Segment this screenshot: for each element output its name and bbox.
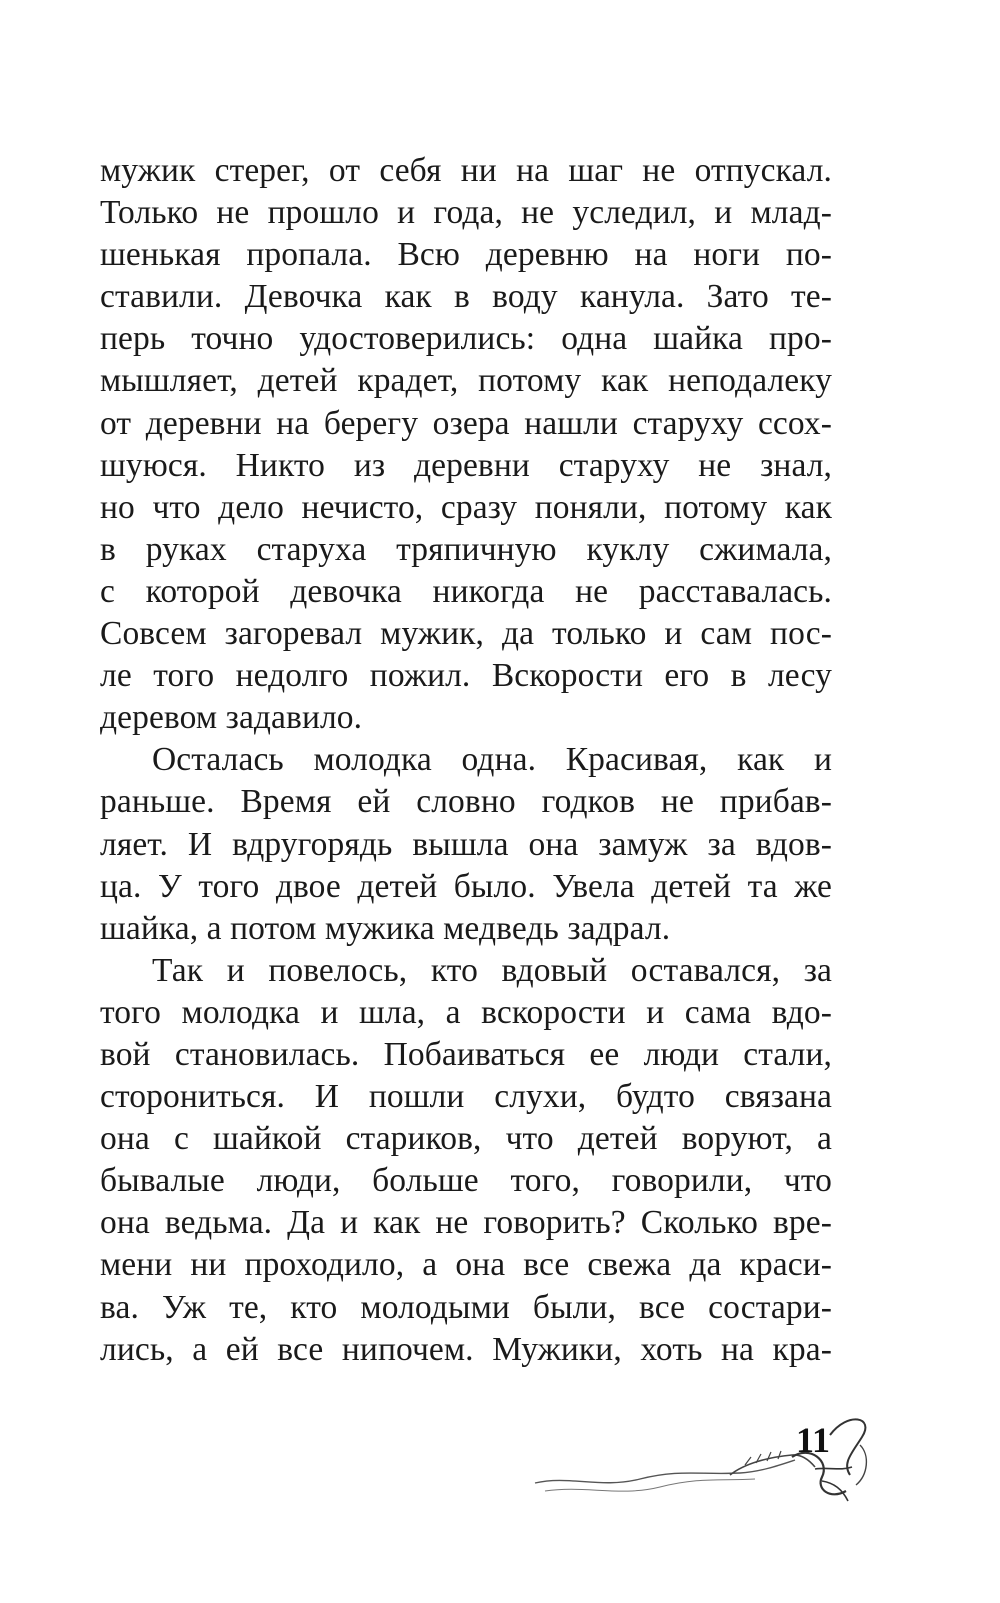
text-line: она ведьма. Да и как не говорить? Сколько вре-	[100, 1204, 832, 1242]
page-ornament-icon	[530, 1405, 890, 1515]
text-line: того молодка и шла, а вскорости и сама вдо-	[100, 993, 832, 1031]
text-line: ва. Уж те, кто молодыми были, все состари-	[100, 1288, 832, 1326]
paragraph-start-line: Так и повелось, кто вдовый оставался, за	[152, 951, 832, 989]
paragraph-start-line: Осталась молодка одна. Красивая, как и	[152, 741, 832, 779]
paragraph-end-line: шайка, а потом мужика медведь задрал.	[100, 909, 671, 947]
text-line: шенькая пропала. Всю деревню на ноги по-	[100, 236, 832, 274]
text-line: ляет. И вдругорядь вышла она замуж за вдов-	[100, 825, 832, 863]
text-line: лись, а ей все нипочем. Мужики, хоть на кра-	[100, 1330, 832, 1368]
text-line: она с шайкой стариков, что детей воруют, а	[100, 1120, 832, 1158]
text-line: мышляет, детей крадет, потому как неподалеку	[100, 362, 832, 400]
text-line: мужик стерег, от себя ни на шаг не отпускал.	[100, 152, 832, 189]
text-line: ставили. Девочка как в воду канула. Зато те-	[100, 278, 832, 316]
text-line: но что дело нечисто, сразу поняли, потому как	[100, 488, 832, 526]
text-line: Только не прошло и года, не уследил, и млад-	[100, 194, 832, 232]
text-line: вой становилась. Побаиваться ее люди стали,	[100, 1035, 832, 1073]
text-line: раньше. Время ей словно годков не прибав-	[100, 783, 832, 821]
text-line: от деревни на берегу озера нашли старуху ссох-	[100, 404, 832, 442]
paragraph-end-line: деревом задавило.	[100, 699, 363, 737]
text-line: Совсем загоревал мужик, да только и сам пос-	[100, 615, 832, 653]
text-line: с которой девочка никогда не расставалась.	[100, 572, 832, 610]
page-number: 11	[796, 1420, 831, 1460]
text-line: шуюся. Никто из деревни старуху не знал,	[100, 446, 832, 484]
text-line: ле того недолго пожил. Вскорости его в лесу	[100, 657, 832, 695]
text-line: в руках старуха тряпичную куклу сжимала,	[100, 530, 832, 568]
body-text	[100, 150, 832, 1371]
text-line: мени ни проходило, а она все свежа да краси-	[100, 1246, 832, 1284]
text-line: бывалые люди, больше того, говорили, что	[100, 1162, 832, 1200]
text-line: сторониться. И пошли слухи, будто связана	[100, 1078, 832, 1116]
text-line: перь точно удостоверились: одна шайка про-	[100, 320, 832, 358]
text-line: ца. У того двое детей было. Увела детей та же	[100, 867, 832, 905]
